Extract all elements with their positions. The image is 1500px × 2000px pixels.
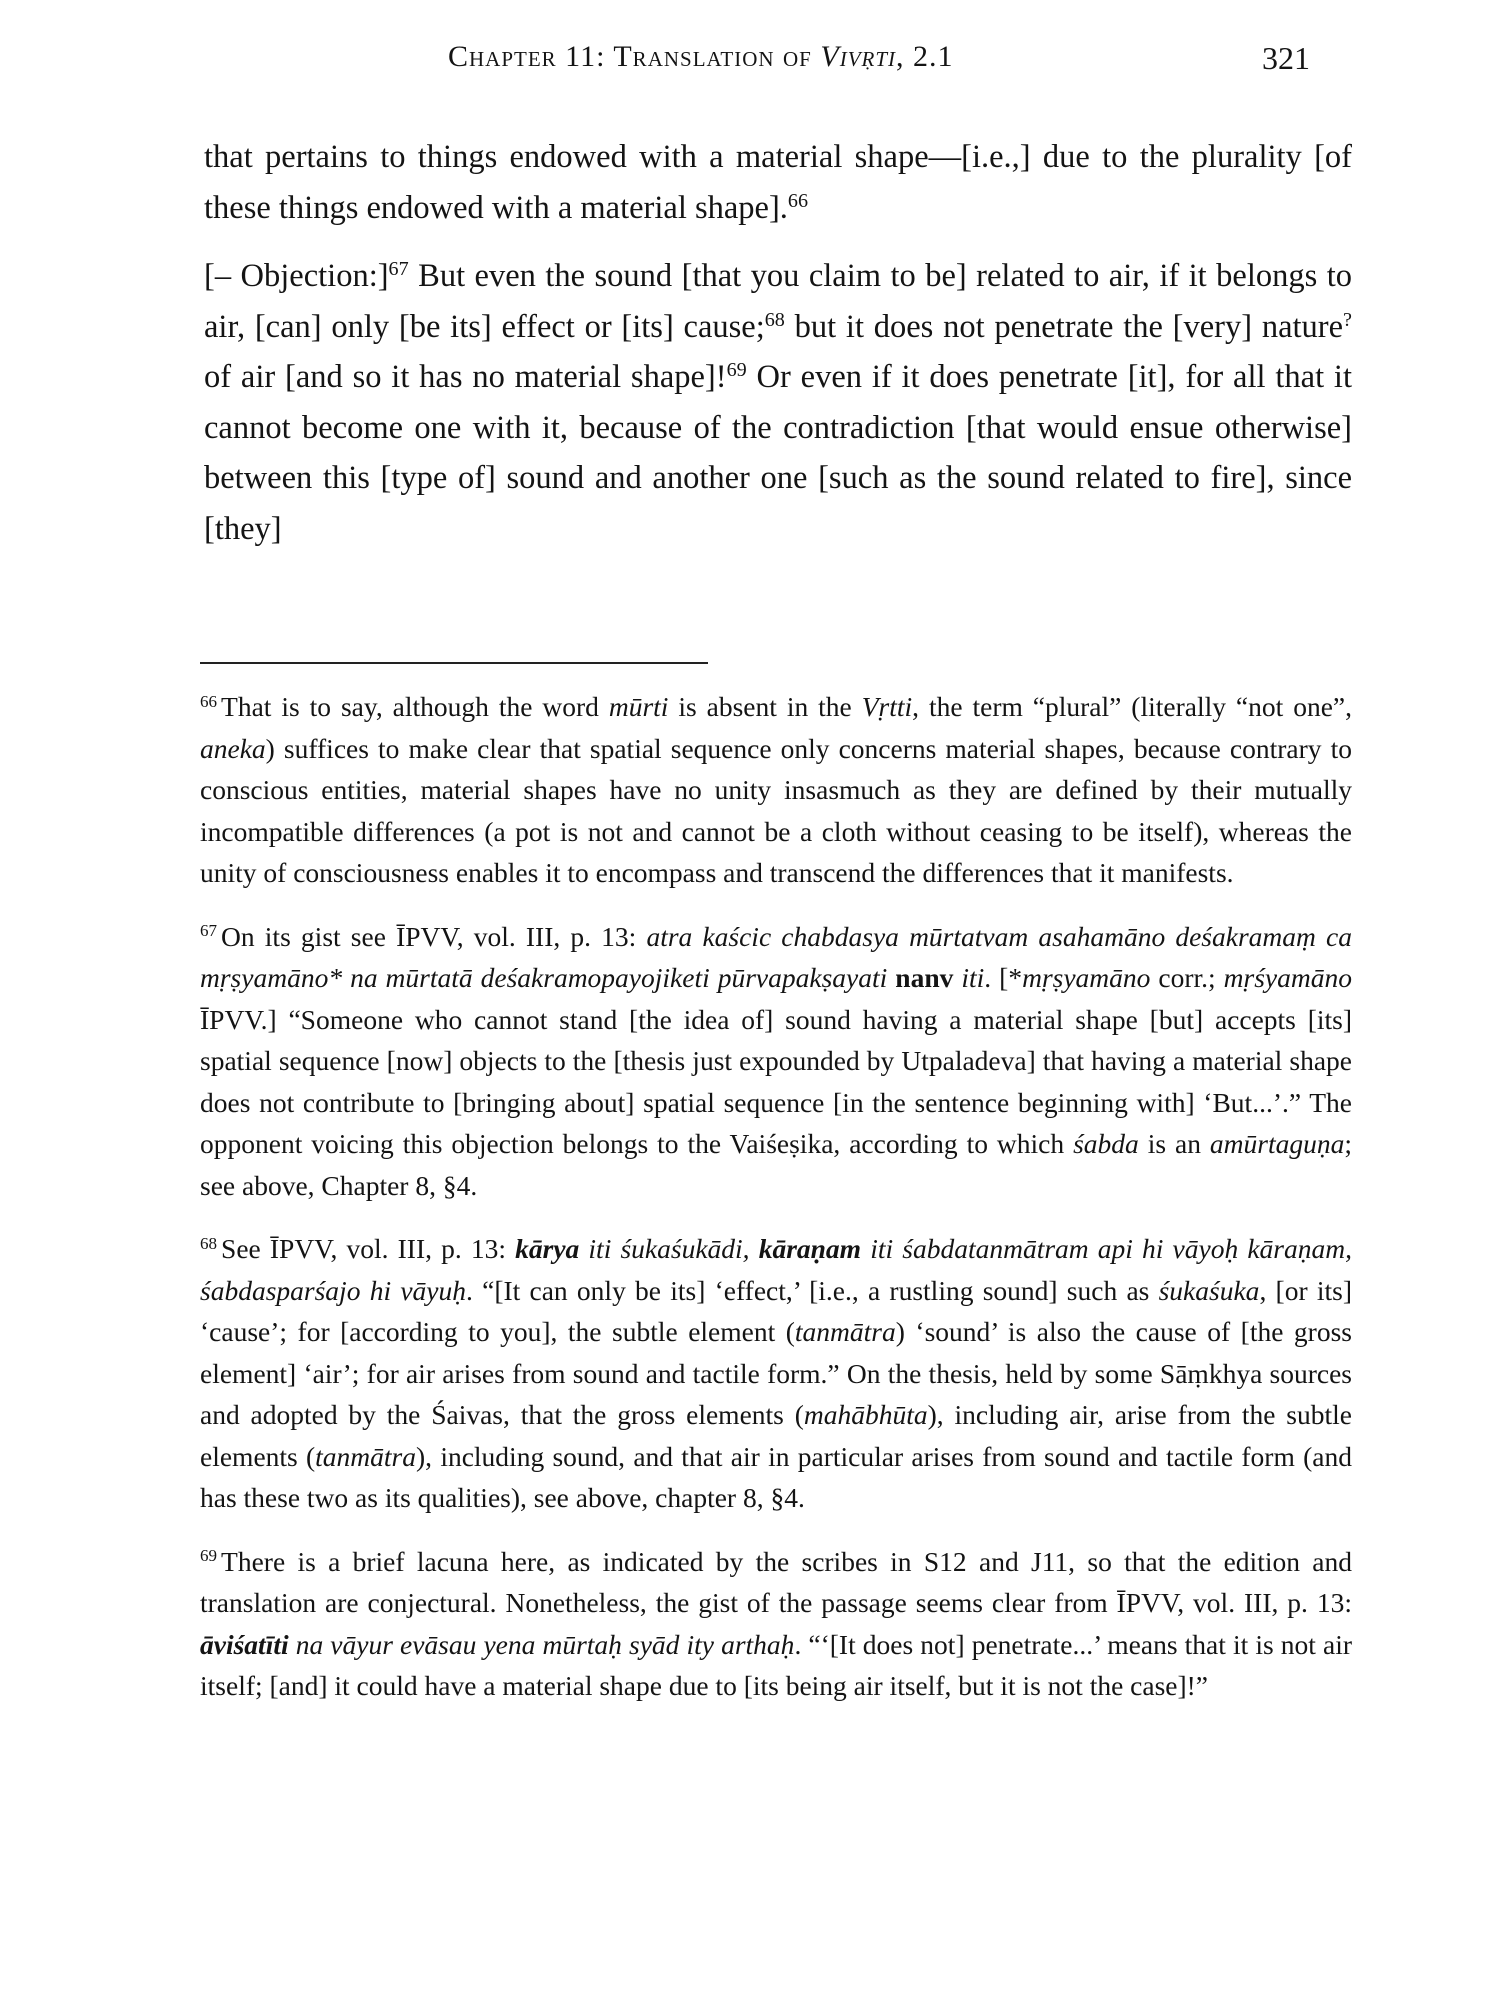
fn68-sanskrit: śukaśuka bbox=[1158, 1274, 1260, 1306]
fn66-term: aneka bbox=[200, 732, 266, 764]
fn66-term: mūrti bbox=[608, 691, 669, 722]
footnote-ref-66[interactable]: 66 bbox=[787, 189, 809, 212]
fn67-text: ; see above, Chapter 8, §4. bbox=[200, 1128, 1352, 1201]
fn67-text: On its gist see ĪPVV, vol. III, p. 13: bbox=[221, 920, 647, 952]
fn68-text: ), including air, arise from the subtle elements ( bbox=[200, 1399, 1352, 1472]
running-title bbox=[448, 40, 954, 74]
running-title-italic: Vivṛti bbox=[820, 40, 897, 73]
p2-text-b: But even the sound [that you claim to be] related to air, if it belongs to air, [can] only [be its] effect or [its] cause; bbox=[204, 258, 1352, 345]
fn67-bold-term: nanv bbox=[895, 962, 954, 993]
fn68-text: See ĪPVV, vol. III, p. 13: bbox=[221, 1233, 516, 1264]
fn66-text: That is to say, although the word bbox=[221, 691, 609, 722]
fn69-text: There is a brief lacuna here, as indicated by the scribes in S12 and J11, so that the edition and translation are conjectural. Nonetheless, the gist of the passage seems clear from ĪPVV, vol. III, p. 13: bbox=[200, 1545, 1352, 1618]
fn68-sanskrit: tanmātra bbox=[794, 1316, 896, 1347]
fn67-sanskrit: mṛṣyamāno bbox=[1022, 962, 1151, 993]
fn67-sanskrit: mṛśyamāno bbox=[1223, 962, 1353, 993]
fn68-text: ) ‘sound’ is also the cause of [the gross element] ‘air’; for air arises from sound and tactile form.” On the thesis, held by some Sāṃkhya sources and adopted by the Śaivas, that the gross elements ( bbox=[200, 1316, 1352, 1430]
footnote-66 bbox=[200, 686, 1352, 894]
fn68-text: . “[It can only be its] ‘effect,’ [i.e., a rustling sound] such as bbox=[466, 1274, 1159, 1306]
fn66-text: ) suffices to make clear that spatial sequence only concerns material shapes, because contrary to conscious entities, material shapes have no unity insasmuch as they are defined by their mutually incompatible differences (a pot is not and cannot be a cloth without ceasing to be itself), whereas the unity of consciousness enables it to encompass and transcend the differences that it manifests. bbox=[200, 732, 1352, 888]
paragraph-1 bbox=[204, 132, 1352, 233]
footnote-68-mark: 68 bbox=[200, 1233, 218, 1253]
footnote-67 bbox=[200, 916, 1352, 1207]
fn68-text: ), including sound, and that air in particular arises from sound and tactile form (and has these two as its qualities), see above, chapter 8, §4. bbox=[200, 1440, 1352, 1513]
fn67-sanskrit: atra kaścic chabdasya mūrtatvam asahamāno deśakramaṃ ca mṛṣyamāno* na mūrtatā deśakramopayojiketi pūrvapakṣayati bbox=[200, 920, 1352, 993]
p2-text-c: but it does not penetrate the [very] nature bbox=[784, 308, 1344, 345]
fn69-bold-term: āviśatīti bbox=[200, 1628, 289, 1660]
footnote-67-mark: 67 bbox=[200, 921, 218, 941]
fn67-text: . [* bbox=[984, 962, 1023, 993]
main-text bbox=[204, 132, 1352, 572]
fn67-text: corr.; bbox=[1150, 962, 1224, 993]
fn68-text: , [or its] ‘cause’; for [according to you], the subtle element ( bbox=[200, 1274, 1353, 1347]
fn68-sanskrit: iti śukaśukādi, bbox=[588, 1233, 750, 1264]
footnote-ref-67[interactable]: 67 bbox=[388, 257, 409, 280]
footnotes bbox=[200, 686, 1352, 1729]
footnote-rule bbox=[200, 662, 708, 664]
running-title-suffix: , 2.1 bbox=[896, 40, 954, 73]
running-head bbox=[0, 40, 1500, 90]
fn66-text: is absent in the bbox=[668, 691, 862, 722]
fn67-text: is an bbox=[1138, 1128, 1210, 1159]
footnote-66-mark: 66 bbox=[200, 691, 218, 711]
fn67-sanskrit: iti bbox=[961, 962, 985, 993]
fn68-sanskrit: tanmātra bbox=[315, 1440, 417, 1472]
fn68-sanskrit: mahābhūta bbox=[803, 1399, 928, 1430]
footnote-69-mark: 69 bbox=[200, 1546, 218, 1566]
page-number: 321 bbox=[1262, 40, 1310, 76]
p2-text-d: of air [and so it has no material shape]! bbox=[204, 359, 727, 395]
footnote-69 bbox=[200, 1541, 1352, 1707]
fn68-sanskrit: iti śabdatanmātram api hi vāyoḥ kāraṇam, śabdasparśajo hi vāyuḥ bbox=[200, 1233, 1352, 1306]
paragraph-2 bbox=[204, 251, 1352, 554]
fn68-bold-term: kārya bbox=[515, 1233, 580, 1264]
footnote-68 bbox=[200, 1228, 1352, 1519]
footnote-ref-68[interactable]: 68 bbox=[764, 308, 785, 331]
fn69-text: . “‘[It does not] penetrate...’ means that it is not air itself; [and] it could have a material shape due to [its being air itself, but it is not the case]!” bbox=[200, 1628, 1353, 1701]
footnote-ref-69[interactable]: 69 bbox=[726, 358, 747, 381]
fn67-sanskrit: amūrtaguṇa bbox=[1209, 1128, 1345, 1159]
fn67-text: ĪPVV.] “Someone who cannot stand [the idea of] sound having a material shape [but] accepts [its] spatial sequence [now] objects to the [thesis just expounded by Utpaladeva] that having a material shape does not contribute to [bringing about] spatial sequence [in the sentence beginning with] ‘But...’.” The opponent voicing this objection belongs to the Vaiśeṣika, according to which bbox=[200, 1003, 1352, 1159]
fn66-text: , the term “plural” (literally “not one”, bbox=[912, 691, 1352, 722]
p2-text-e: Or even if it does penetrate [it], for all that it cannot become one with it, because of the contradiction [that would ensue otherwise] between this [type of] sound and another one [such as the sound related to fire], since [they] bbox=[204, 359, 1352, 547]
fn68-bold-term: kāraṇam bbox=[758, 1233, 862, 1264]
query-mark: ? bbox=[1343, 308, 1352, 331]
fn69-sanskrit: na vāyur evāsau yena mūrtaḥ syād ity arthaḥ bbox=[295, 1628, 795, 1660]
p1-text: that pertains to things endowed with a material shape—[i.e.,] due to the plurality [of these things endowed with a material shape]. bbox=[204, 139, 1352, 226]
p2-objection: [– Objection:] bbox=[204, 258, 389, 294]
running-title-prefix: Chapter 11: Translation of bbox=[448, 40, 821, 73]
fn66-term: Vṛtti bbox=[861, 691, 913, 722]
fn67-sanskrit: śabda bbox=[1073, 1128, 1139, 1159]
